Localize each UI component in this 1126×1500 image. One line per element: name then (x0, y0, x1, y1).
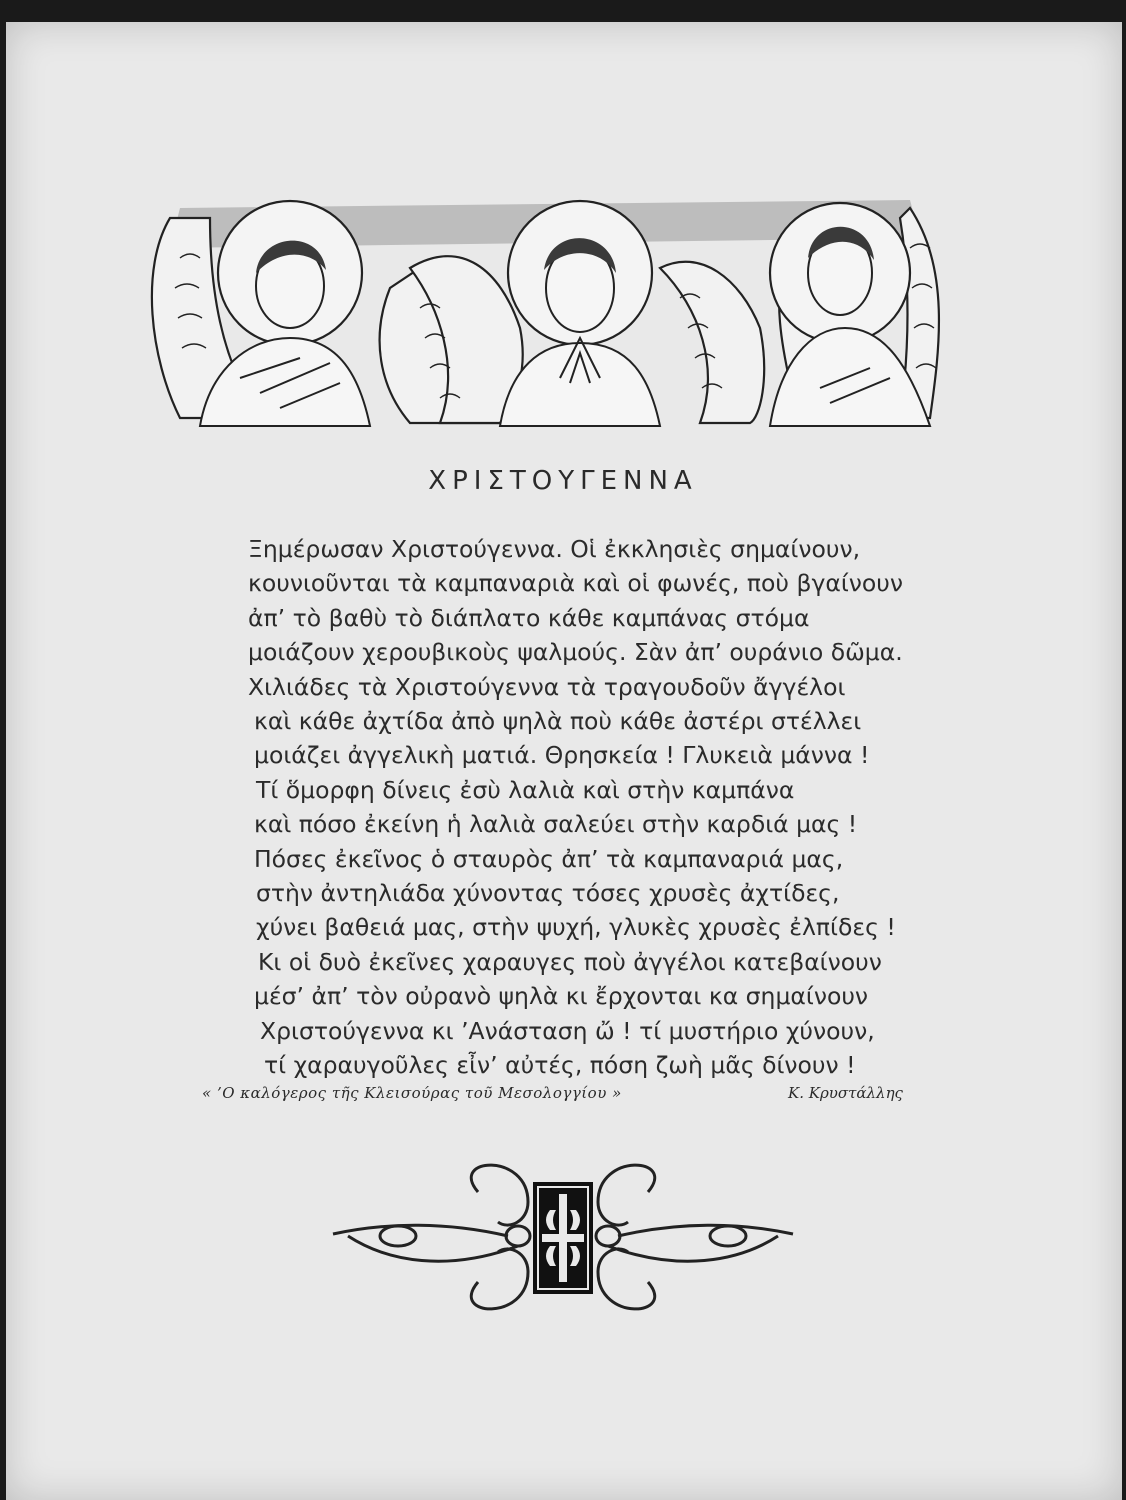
poem-body (248, 532, 988, 1083)
poem-line: στὴν ἀντηλιάδα χύνοντας τόσες χρυσὲς ἀχτίδες, (256, 879, 840, 908)
poem-line: μοιάζει ἀγγελικὴ ματιά. Θρησκεία ! Γλυκειὰ μάννα ! (254, 741, 870, 770)
poem-line: χύνει βαθειά μας, στὴν ψυχή, γλυκὲς χρυσὲς ἐλπίδες ! (256, 913, 896, 942)
poem-line: κουνιοῦνται τὰ καμπαναριὰ καὶ οἱ φωνές, ποὺ βγαίνουν (248, 569, 904, 598)
poem-line: καὶ πόσο ἐκείνη ἡ λαλιὰ σαλεύει στὴν καρδιά μας ! (254, 810, 858, 839)
poem-title: ΧΡΙΣΤΟΥΓΕΝΝΑ (428, 466, 698, 496)
poem-line: Κι οἱ δυὸ ἐκεῖνες χαραυγες ποὺ ἀγγέλοι κατεβαίνουν (258, 947, 882, 976)
poem-line: ἀπ’ τὸ βαθὺ τὸ διάπλατο κάθε καμπάνας στόμα (248, 603, 810, 632)
angels-illustration-icon (140, 178, 952, 428)
poem-line: Ξημέρωσαν Χριστούγεννα. Οἱ ἐκκλησιὲς σημαίνουν, (248, 535, 861, 563)
poem-line: Τί ὅμορφη δίνεις ἐσὺ λαλιὰ καὶ στὴν καμπάνα (256, 775, 795, 804)
poem-line: καὶ κάθε ἀχτίδα ἀπὸ ψηλὰ ποὺ κάθε ἀστέρι στέλλει (254, 707, 862, 736)
poem-line: Χριστούγεννα κι ’Ανάσταση ὤ ! τί μυστήριο χύνουν, (260, 1016, 875, 1045)
source-caption: « ’Ο καλόγερος τῆς Κλεισούρας τοῦ Μεσολογγίου » (202, 1084, 622, 1102)
poem-line: Χιλιάδες τὰ Χριστούγεννα τὰ τραγουδοῦν ἄγγέλοι (248, 672, 846, 701)
poem-line: τί χαραυγοῦλες εἶν’ αὐτές, πόση ζωὴ μᾶς δίνουν ! (264, 1051, 856, 1080)
poem-line: μέσ’ ἀπ’ τὸν οὐρανὸ ψηλὰ κι ἔρχονται κα σημαίνουν (254, 982, 869, 1011)
author-name: Κ. Κρυστάλλης (788, 1084, 903, 1102)
floral-cross-ornament-icon (328, 1162, 798, 1312)
poem-line: μοιάζουν χερουβικοὺς ψαλμούς. Σὰν ἀπ’ ουράνιο δῶμα. (248, 638, 903, 667)
poem-line: Πόσες ἐκεῖνος ὁ σταυρὸς ἀπ’ τὰ καμπαναριά μας, (254, 844, 844, 873)
